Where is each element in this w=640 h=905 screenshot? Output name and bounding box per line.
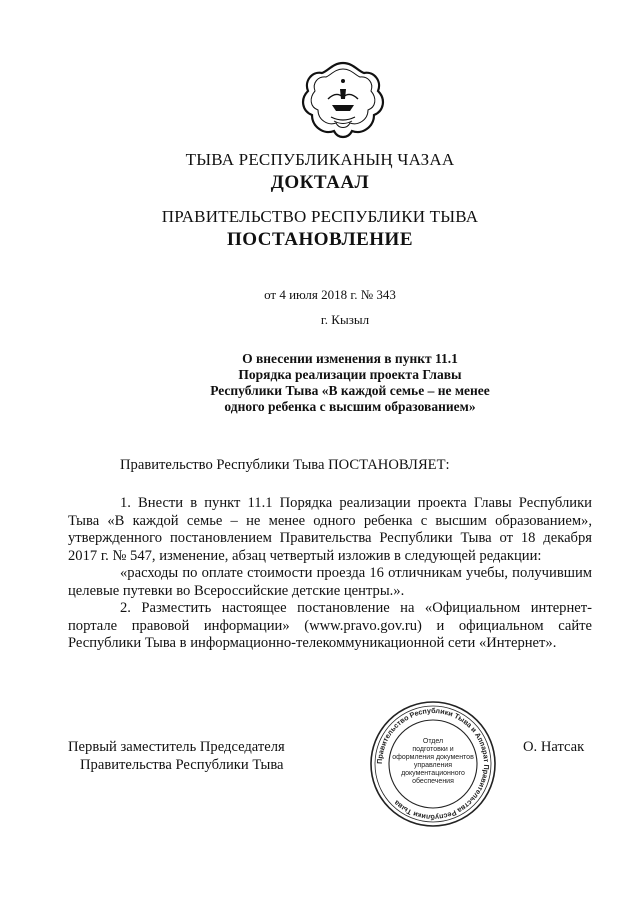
title-line: одного ребенка с высшим образованием» — [224, 399, 476, 414]
signatory-position-line1: Первый заместитель Председателя — [68, 739, 285, 755]
coat-of-arms-emblem — [298, 55, 388, 145]
stamp-inner-line: Отдел — [422, 738, 444, 745]
preamble-text: Правительство Республики Тыва ПОСТАНОВЛЯЕТ: — [120, 457, 450, 473]
ru-doc-type: ПОСТАНОВЛЕНИЕ — [226, 229, 414, 250]
tyva-government-heading: ТЫВА РЕСПУБЛИКАНЫҢ ЧАЗАА — [185, 150, 455, 169]
stamp-inner-line: обеспечения — [412, 778, 454, 785]
official-stamp — [369, 700, 497, 828]
date-number: от 4 июля 2018 г. № 343 — [264, 287, 396, 302]
stamp-inner-line: оформления документов — [392, 754, 474, 761]
stamp-ring-text: Правительство Республики Тыва и Аппарат Правительства Республики Тыва — [374, 705, 492, 823]
stamp-inner-line: подготовки и — [412, 746, 454, 753]
item-2: 2. Разместить настоящее постановление на «Официальном интернет-портале правовой информации» (www.pravo.gov.ru) и официальном сайте Республики Тыва в информационно-телекоммуникационной сети «Интернет». — [68, 600, 592, 651]
preamble — [68, 457, 592, 475]
body-items — [68, 495, 592, 653]
title-line: О внесении изменения в пункт 11.1 — [242, 351, 458, 366]
tyva-doc-type: ДОКТААЛ — [270, 172, 370, 193]
stamp-inner-line: управления — [413, 762, 453, 769]
ru-government-heading: ПРАВИТЕЛЬСТВО РЕСПУБЛИКИ ТЫВА — [161, 207, 479, 226]
signatory-position-line2: Правительства Республики Тыва — [80, 757, 284, 773]
title-line: Порядка реализации проекта Главы — [238, 367, 462, 382]
item-1-quote: «расходы по оплате стоимости проезда 16 отличникам учебы, получившим целевые путевки во Всероссийские детские центры.». — [68, 565, 592, 599]
item-1: 1. Внести в пункт 11.1 Порядка реализации проекта Главы Республики Тыва «В каждой семье – не менее одного ребенка с высшим образованием», утвержденного постановлением Правительства Республики Тыва от 18 декабря 2017 г. № 547, изменение, абзац четвертый изложив в следующей редакции: — [68, 495, 592, 564]
city: г. Кызыл — [320, 312, 370, 327]
title-line: Республики Тыва «В каждой семье – не менее — [210, 383, 490, 398]
document-title — [0, 351, 640, 415]
stamp-inner-line: документационного — [401, 770, 465, 777]
signatory-name: О. Натсак — [523, 739, 585, 755]
